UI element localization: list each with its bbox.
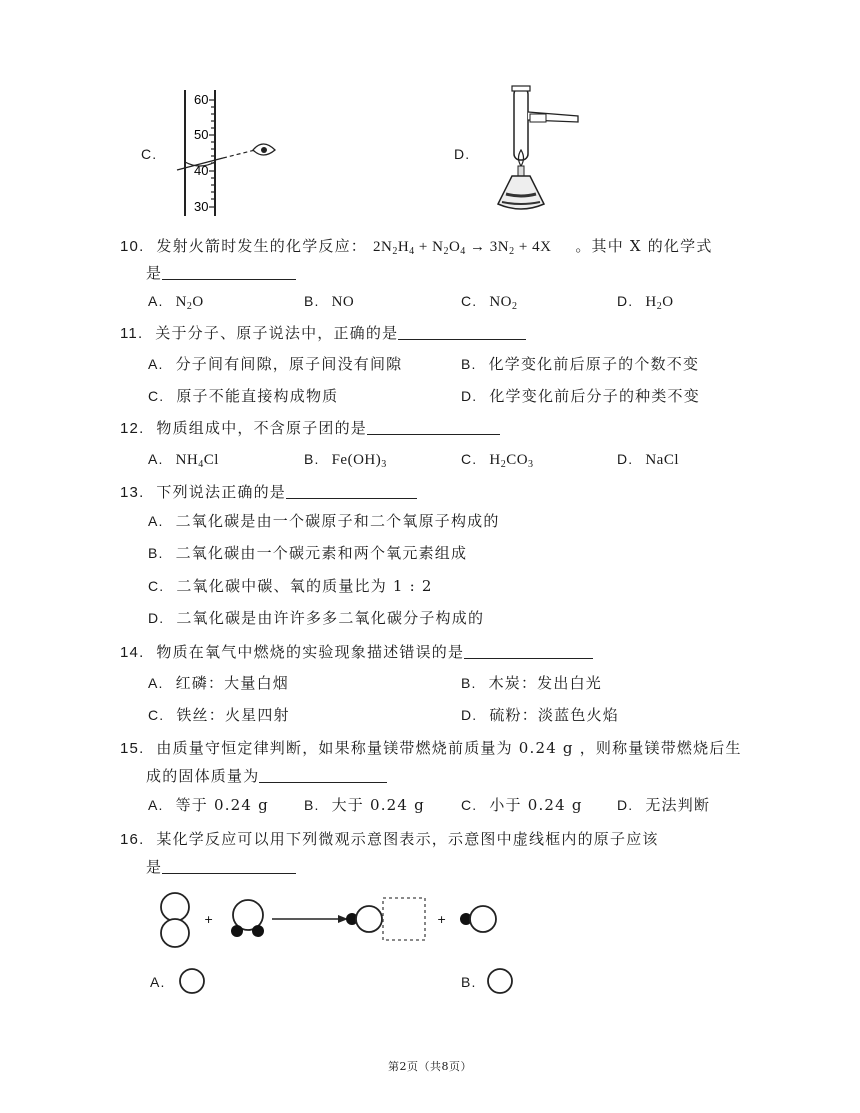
answer-blank[interactable] <box>162 857 296 874</box>
question-15-option-c[interactable]: C. 小于 0.24 g <box>461 796 583 814</box>
option-a-atom-icon <box>178 967 208 997</box>
question-10-option-a[interactable]: A. $N_2O$ <box>148 293 204 312</box>
question-12-stem: 12. 物质组成中，不含原子团的是 <box>120 417 500 440</box>
question-14-option-d[interactable]: D. 硫粉：淡蓝色火焰 <box>461 706 619 724</box>
answer-blank[interactable] <box>367 418 500 435</box>
tick-30: 30 <box>194 199 209 214</box>
tick-60: 60 <box>194 92 209 107</box>
tick-50: 50 <box>194 127 209 142</box>
question-13-option-c[interactable]: C. 二氧化碳中碳、氧的质量比为 1 : 2 <box>148 577 433 595</box>
answer-blank[interactable] <box>259 766 387 783</box>
question-10-line1: 10. 发射火箭时发生的化学反应： $2N_2H_4 + N_2O_4 \to 3N_2 + 4X$ 。其中 X 的化学式 <box>120 237 713 257</box>
question-10-text-b: 。其中 X 的化学式 <box>575 237 713 255</box>
answer-blank[interactable] <box>464 642 593 659</box>
question-11-option-b[interactable]: B. 化学变化前后原子的个数不变 <box>461 355 700 373</box>
question-14-option-a[interactable]: A. 红磷：大量白烟 <box>148 674 289 692</box>
question-15-option-a[interactable]: A. 等于 0.24 g <box>148 796 269 814</box>
question-11-option-a[interactable]: A. 分子间有间隙，原子间没有间隙 <box>148 355 403 373</box>
tick-40: 40 <box>194 163 209 178</box>
question-12-option-a[interactable]: A. $NH_4Cl$ <box>148 451 219 470</box>
question-16-line1: 16. 某化学反应可以用下列微观示意图表示，示意图中虚线框内的原子应该 <box>120 830 659 848</box>
question-11-option-c[interactable]: C. 原子不能直接构成物质 <box>148 387 339 405</box>
answer-blank[interactable] <box>398 323 526 340</box>
question-10-text-a: 发射火箭时发生的化学反应： <box>156 237 367 255</box>
answer-blank[interactable] <box>162 263 296 280</box>
question-12-option-b[interactable]: B. $Fe(OH)_3$ <box>304 451 387 470</box>
svg-text:+: + <box>437 913 447 926</box>
question-13-option-b[interactable]: B. 二氧化碳由一个碳元素和两个氧元素组成 <box>148 544 468 562</box>
question-14-option-b[interactable]: B. 木炭：发出白光 <box>461 674 602 692</box>
question-14-option-c[interactable]: C. 铁丝：火星四射 <box>148 706 290 724</box>
question-13-option-a[interactable]: A. 二氧化碳是由一个碳原子和二个氧原子构成的 <box>148 512 500 530</box>
question-16-option-b[interactable]: B. <box>461 974 477 990</box>
question-15-line1: 15. 由质量守恒定律判断，如果称量镁带燃烧前质量为 0.24 g ，则称量镁带燃烧后生 <box>120 739 742 757</box>
question-11-stem: 11. 关于分子、原子说法中，正确的是 <box>120 322 526 345</box>
question-10-line2: 是 <box>146 262 296 284</box>
micro-reaction-diagram <box>150 880 510 960</box>
question-10-option-c[interactable]: C. $NO_2$ <box>461 293 518 312</box>
question-12-option-d[interactable]: D. NaCl <box>617 451 680 468</box>
option-c-label: C. <box>141 146 158 162</box>
question-14-stem: 14. 物质在氧气中燃烧的实验现象描述错误的是 <box>120 641 593 664</box>
question-15-option-d[interactable]: D. 无法判断 <box>617 796 711 814</box>
option-d-label: D. <box>454 146 471 162</box>
option-b-atom-icon <box>486 967 516 997</box>
test-tube-heating-figure <box>490 86 600 216</box>
question-16-line2: 是 <box>146 856 296 878</box>
question-11-option-d[interactable]: D. 化学变化前后分子的种类不变 <box>461 387 700 405</box>
question-13-option-d[interactable]: D. 二氧化碳是由许许多多二氧化碳分子构成的 <box>148 609 485 627</box>
question-10-number: 10. <box>120 238 145 255</box>
question-15-line2: 成的固体质量为 <box>146 765 387 787</box>
question-10-option-d[interactable]: D. $H_2O$ <box>617 293 674 312</box>
answer-blank[interactable] <box>286 482 417 499</box>
question-13-stem: 13. 下列说法正确的是 <box>120 481 417 504</box>
question-15-option-b[interactable]: B. 大于 0.24 g <box>304 796 425 814</box>
question-10-option-b[interactable]: B. NO <box>304 293 355 310</box>
question-16-option-a[interactable]: A. <box>150 974 166 990</box>
graduated-cylinder-reading-figure <box>175 90 285 216</box>
page-footer: 第2页（共8页） <box>388 1060 472 1073</box>
svg-text:+: + <box>204 913 214 926</box>
question-12-option-c[interactable]: C. $H_2CO_3$ <box>461 451 534 470</box>
